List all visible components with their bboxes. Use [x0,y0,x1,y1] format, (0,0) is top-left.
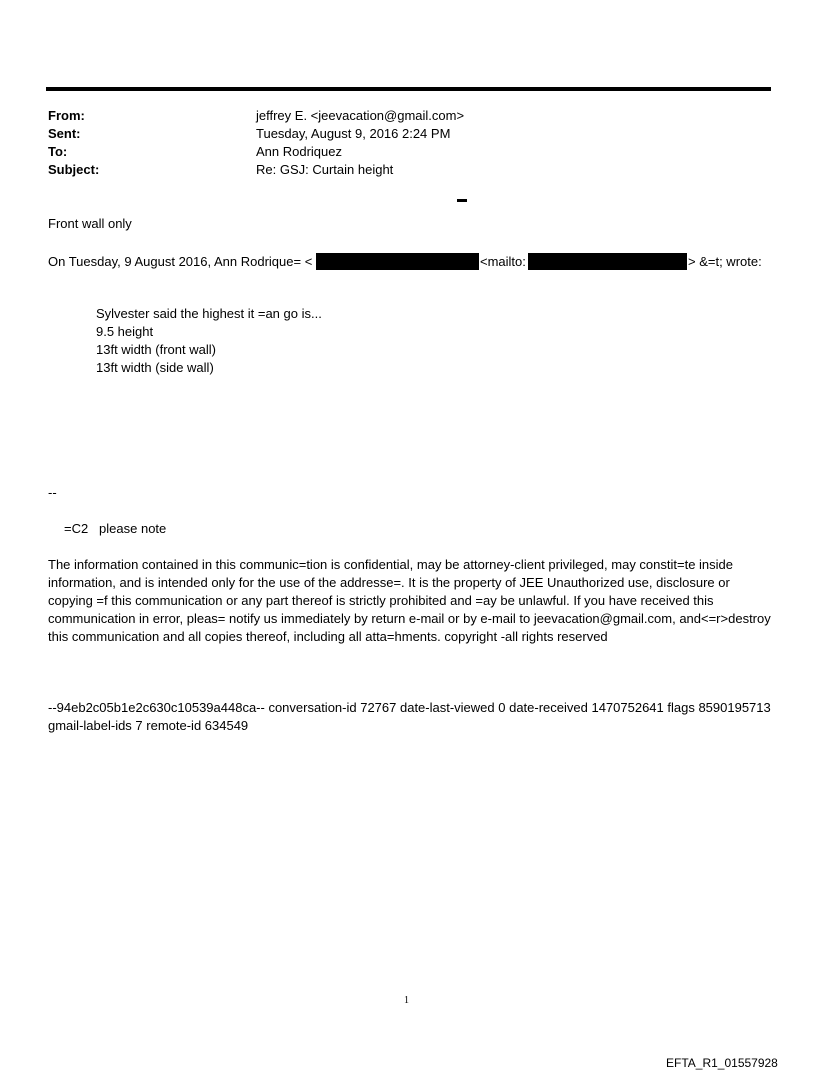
quoted-line: Sylvester said the highest it =an go is... [96,306,322,321]
to-value: Ann Rodriquez [256,144,342,159]
quote-intro-start: On Tuesday, 9 August 2016, Ann Rodrique= < [48,254,313,269]
quote-intro-mailto: <mailto: [480,254,526,269]
metadata-text: --94eb2c05b1e2c630c10539a448ca-- conversation-id 72767 date-last-viewed 0 date-received 1470752641 flags 8590195713 gmail-label-ids 7 remote-id 634549 [48,700,771,733]
quote-intro-end: > &=t; wrote: [688,254,762,269]
redaction-box [316,253,479,270]
reply-text: Front wall only [48,216,132,231]
header-rule [46,87,771,91]
from-label: From: [48,108,85,123]
quoted-line: 13ft width (side wall) [96,360,214,375]
please-note: =C2 please note [64,521,167,536]
disclaimer [48,556,773,646]
page-number: 1 [404,995,409,1006]
quoted-line: 13ft width (front wall) [96,342,216,357]
bates-number: EFTA_R1_01557928 [666,1056,778,1070]
redaction-mark [457,199,467,202]
subject-label: Subject: [48,162,100,177]
subject-value: Re: GSJ: Curtain height [256,162,394,177]
sent-label: Sent: [48,126,81,141]
quoted-line: 9.5 height [96,324,154,339]
to-label: To: [48,144,68,159]
redaction-box [528,253,687,270]
signature-separator: -- [48,485,57,500]
from-value: jeffrey E. <jeevacation@gmail.com> [256,108,465,123]
metadata [48,699,773,735]
disclaimer-text: The information contained in this communic=tion is confidential, may be attorney-client privileged, may constit=te inside information, and is intended only for the use of the addresse=. It is the property of JEE Unauthorized use, disclosure or copying =f this communication or any part thereof is strictly prohibited and =ay be unlawful. If you have received this communication in error, pleas= notify us immediately by return e-mail or by e-mail to jeevacation@gmail.com, and<=r>destroy this communication and all copies thereof, including all atta=hments. copyright -all rights reserved [48,557,771,644]
sent-value: Tuesday, August 9, 2016 2:24 PM [256,126,451,141]
